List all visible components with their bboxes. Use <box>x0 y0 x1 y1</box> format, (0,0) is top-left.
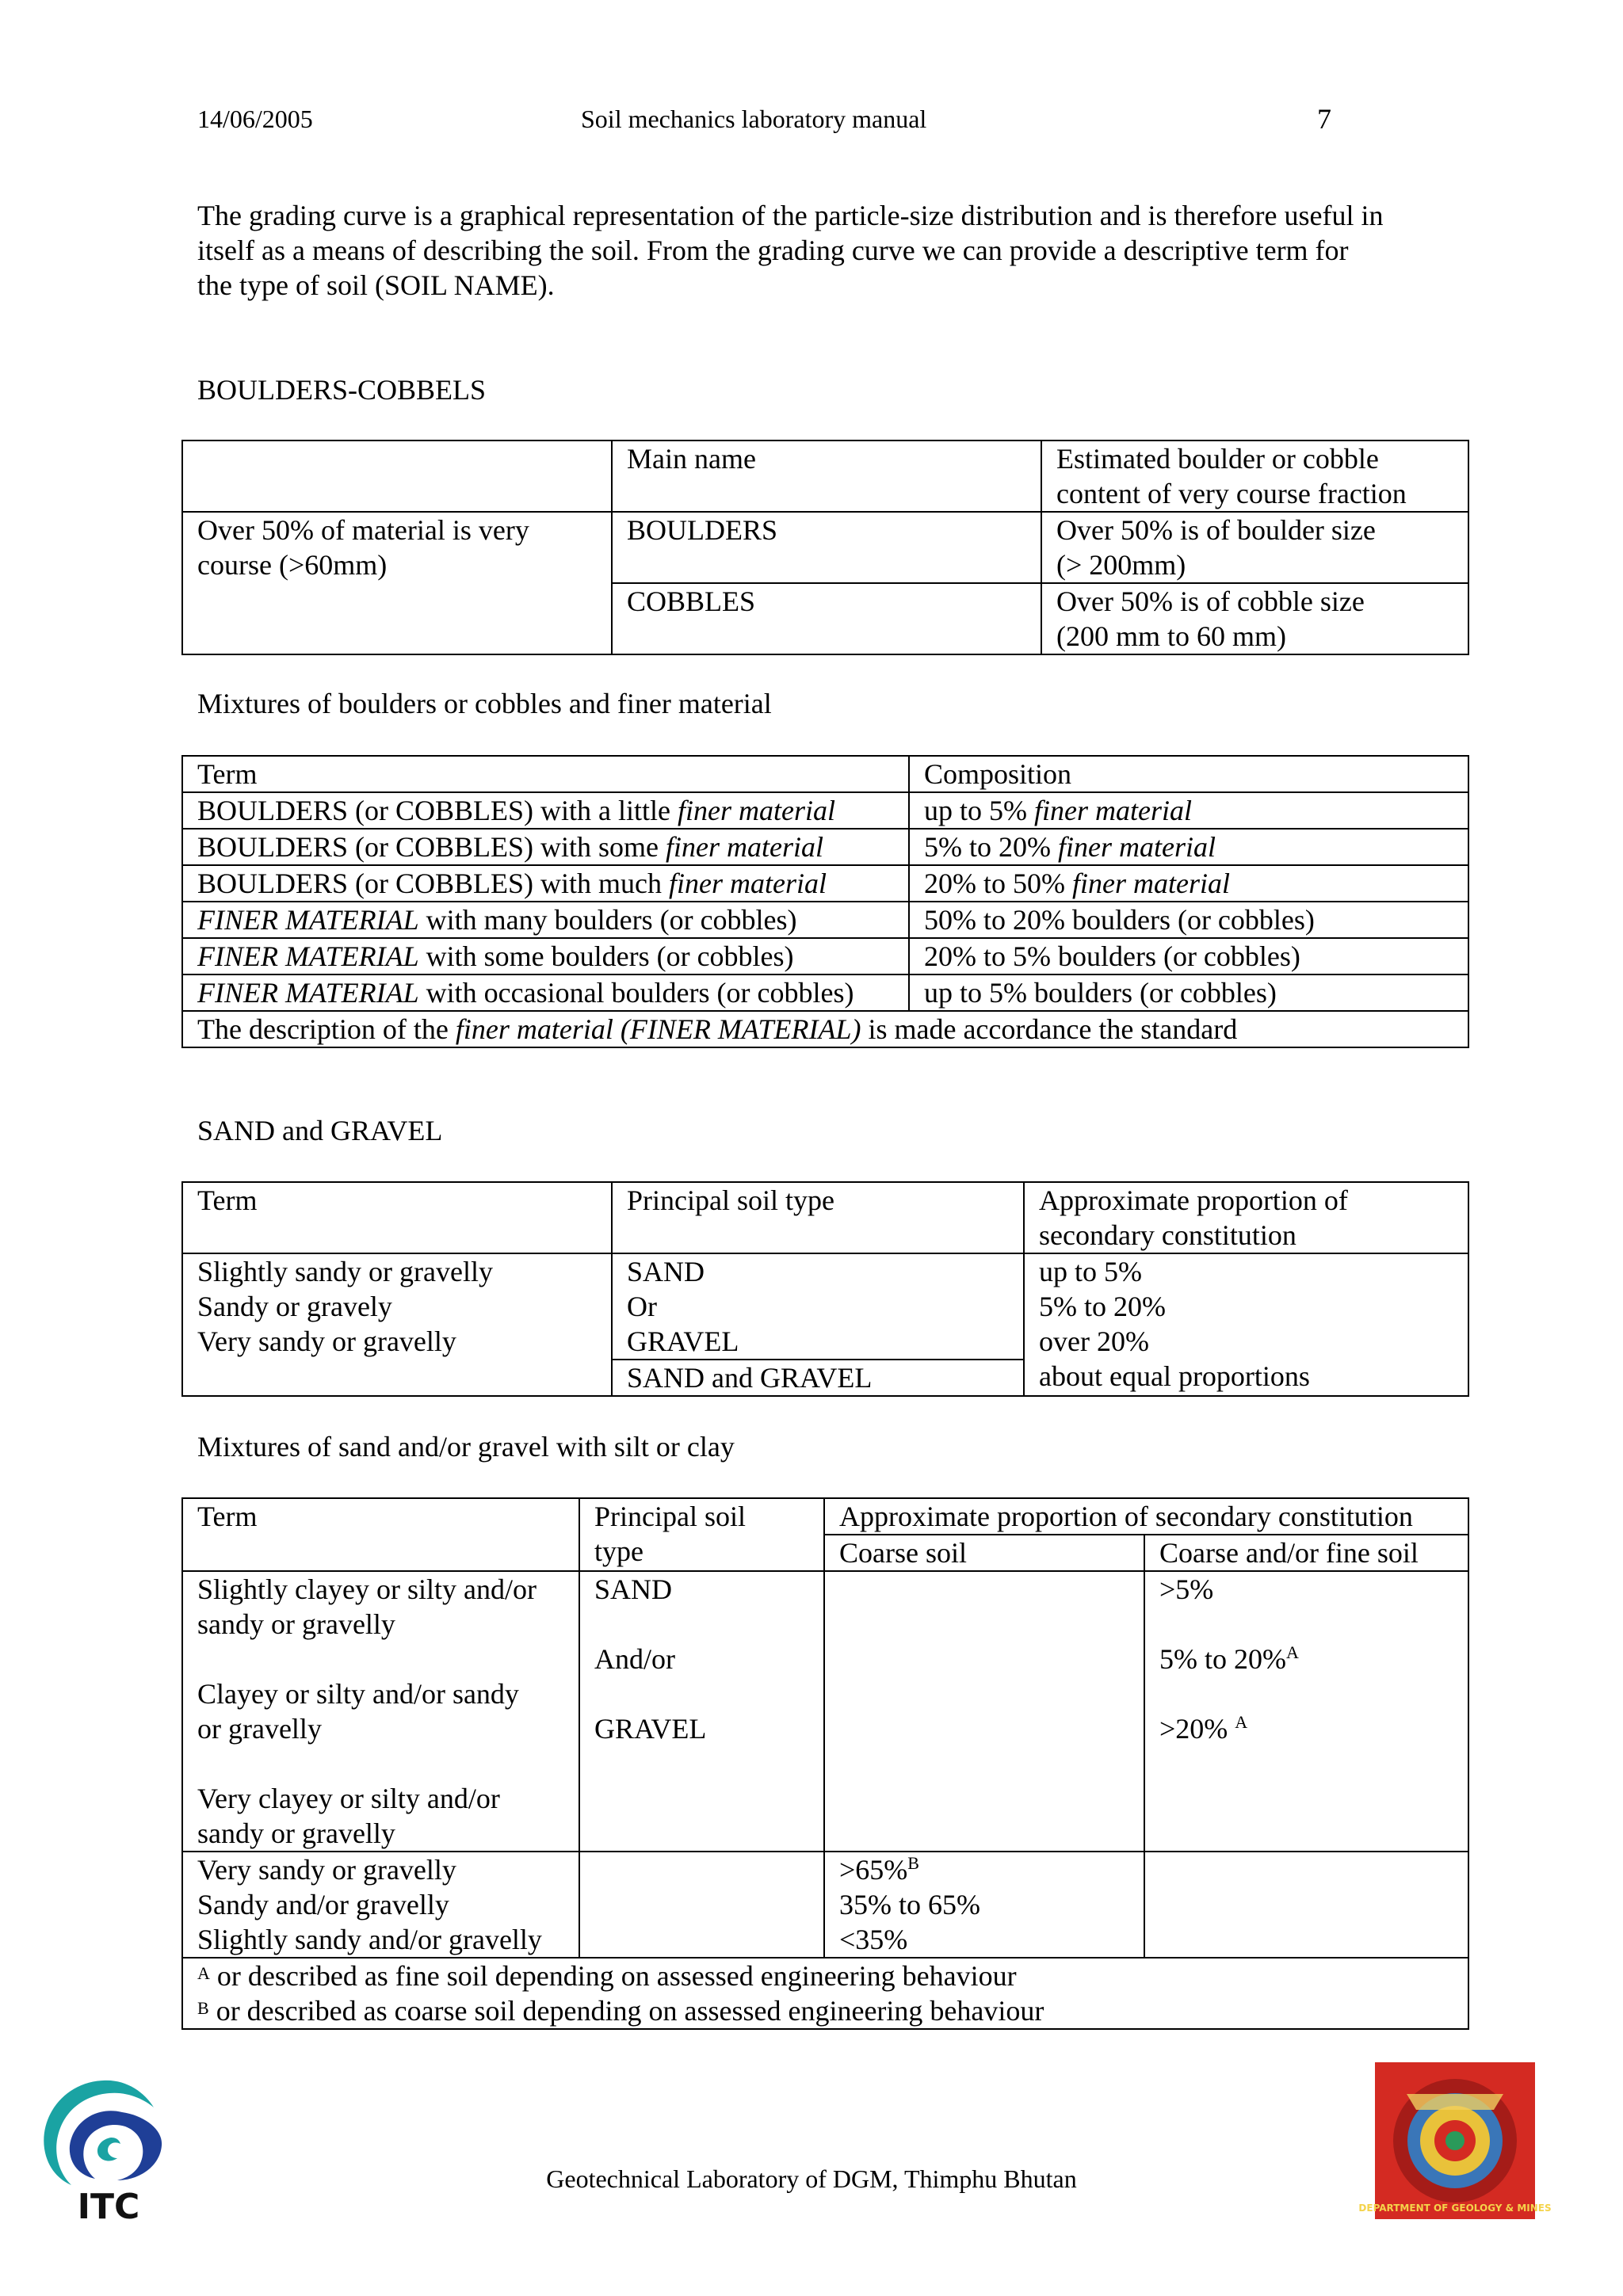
column-header: Term <box>182 756 909 792</box>
table-cell: 50% to 20% boulders (or cobbles) <box>909 902 1468 938</box>
table-row <box>182 1958 1468 2029</box>
table-boulders-cobbles <box>181 440 1469 655</box>
table-cell: SAND And/or GRAVEL <box>579 1571 824 1852</box>
table-cell: FINER MATERIAL with occasional boulders (or cobbles) <box>182 974 909 1011</box>
column-header: Composition <box>909 756 1468 792</box>
table-cell: COBBLES <box>612 583 1041 654</box>
table-row <box>182 1498 1468 1535</box>
column-header: Estimated boulder or cobble content of very course fraction <box>1041 441 1468 512</box>
itc-logo <box>33 2069 184 2225</box>
column-header: Approximate proportion of secondary constitution <box>1024 1182 1468 1253</box>
column-header: Approximate proportion of secondary constitution <box>824 1498 1468 1535</box>
table-cell: FINER MATERIAL with many boulders (or cobbles) <box>182 902 909 938</box>
column-header: Coarse and/or fine soil <box>1144 1535 1468 1571</box>
table-row <box>182 1852 1468 1958</box>
table-cell: 20% to 50% finer material <box>909 865 1468 902</box>
itc-swirl-icon <box>33 2069 184 2225</box>
section-heading-boulders: BOULDERS-COBBELS <box>197 374 487 406</box>
table-cell <box>579 1852 824 1958</box>
table-cell: SAND and GRAVEL <box>612 1360 1024 1396</box>
table-mixtures-coarse <box>181 755 1469 1048</box>
table-sand-gravel <box>181 1181 1469 1397</box>
table-row <box>182 441 1468 512</box>
table-cell: up to 5% finer material <box>909 792 1468 829</box>
table-cell: Very sandy or gravelly Sandy and/or gravelly Slightly sandy and/or gravelly <box>182 1852 579 1958</box>
table-row <box>182 938 1468 974</box>
table-cell: BOULDERS (or COBBLES) with a little finer material <box>182 792 909 829</box>
table-row <box>182 792 1468 829</box>
header-title: Soil mechanics laboratory manual <box>581 105 927 133</box>
table-cell: Slightly clayey or silty and/or sandy or gravelly Clayey or silty and/or sandy or gravelly Very clayey or silty and/or sandy or gravelly <box>182 1571 579 1852</box>
table-cell: SAND Or GRAVEL <box>612 1253 1024 1360</box>
table-cell: Over 50% is of cobble size (200 mm to 60 mm) <box>1041 583 1468 654</box>
table-cell <box>1144 1852 1468 1958</box>
footer-text: Geotechnical Laboratory of DGM, Thimphu Bhutan <box>546 2164 1077 2193</box>
column-header: Term <box>182 1182 612 1253</box>
dgm-logo <box>1358 2062 1552 2219</box>
table-cell: FINER MATERIAL with some boulders (or cobbles) <box>182 938 909 974</box>
dgm-emblem-icon <box>1358 2062 1552 2219</box>
table-cell: >5% 5% to 20%$^A$ >20% $^A$ <box>1144 1571 1468 1852</box>
table-cell: Over 50% is of boulder size (> 200mm) <box>1041 512 1468 583</box>
table-row <box>182 974 1468 1011</box>
table-row <box>182 865 1468 902</box>
section-heading-mixtures-coarse: Mixtures of boulders or cobbles and finer material <box>197 688 772 719</box>
table-row <box>182 902 1468 938</box>
table-cell: BOULDERS (or COBBLES) with some finer material <box>182 829 909 865</box>
table-cell: BOULDERS (or COBBLES) with much finer material <box>182 865 909 902</box>
table-cell: 5% to 20% finer material <box>909 829 1468 865</box>
table-row <box>182 1253 1468 1360</box>
section-heading-sand-gravel: SAND and GRAVEL <box>197 1115 443 1146</box>
table-row <box>182 1571 1468 1852</box>
page-number: 7 <box>1317 103 1331 135</box>
table-cell: BOULDERS <box>612 512 1041 583</box>
column-header: Principal soil type <box>579 1498 824 1571</box>
table-cell: up to 5% 5% to 20% over 20% about equal proportions <box>1024 1253 1468 1396</box>
column-header: Main name <box>612 441 1041 512</box>
table-cell: Slightly sandy or gravelly Sandy or gravely Very sandy or gravelly <box>182 1253 612 1396</box>
intro-paragraph: The grading curve is a graphical representation of the particle-size distribution and is therefore useful in itself as a means of describing the soil. From the grading curve we can provide a descriptive term for the type of soil (SOIL NAME). <box>197 200 1384 301</box>
table-cell <box>824 1571 1144 1852</box>
svg-text:DEPARTMENT OF GEOLOGY & MINES: DEPARTMENT OF GEOLOGY & MINES <box>1358 2203 1552 2214</box>
table-cell: 20% to 5% boulders (or cobbles) <box>909 938 1468 974</box>
table-row <box>182 1182 1468 1253</box>
table-cell: up to 5% boulders (or cobbles) <box>909 974 1468 1011</box>
table-footnotes: $^A$ or described as fine soil depending on assessed engineering behaviour $^B$ or described as coarse soil depending on assessed engineering behaviour <box>182 1958 1468 2029</box>
column-header: Principal soil type <box>612 1182 1024 1253</box>
table-row <box>182 756 1468 792</box>
table-note: The description of the finer material (FINER MATERIAL) is made accordance the standard <box>182 1011 1468 1047</box>
column-header: Coarse soil <box>824 1535 1144 1571</box>
row-label: Over 50% of material is very course (>60mm) <box>182 512 612 654</box>
table-row <box>182 829 1468 865</box>
section-heading-mixtures-fine: Mixtures of sand and/or gravel with silt or clay <box>197 1431 735 1463</box>
table-row <box>182 512 1468 583</box>
svg-text:ITC: ITC <box>77 2187 140 2227</box>
header-date: 14/06/2005 <box>197 105 313 133</box>
table-cell: >65%$^B$ 35% to 65% <35% <box>824 1852 1144 1958</box>
table-mixtures-fine <box>181 1497 1469 2030</box>
column-header: Term <box>182 1498 579 1571</box>
table-row <box>182 1011 1468 1047</box>
